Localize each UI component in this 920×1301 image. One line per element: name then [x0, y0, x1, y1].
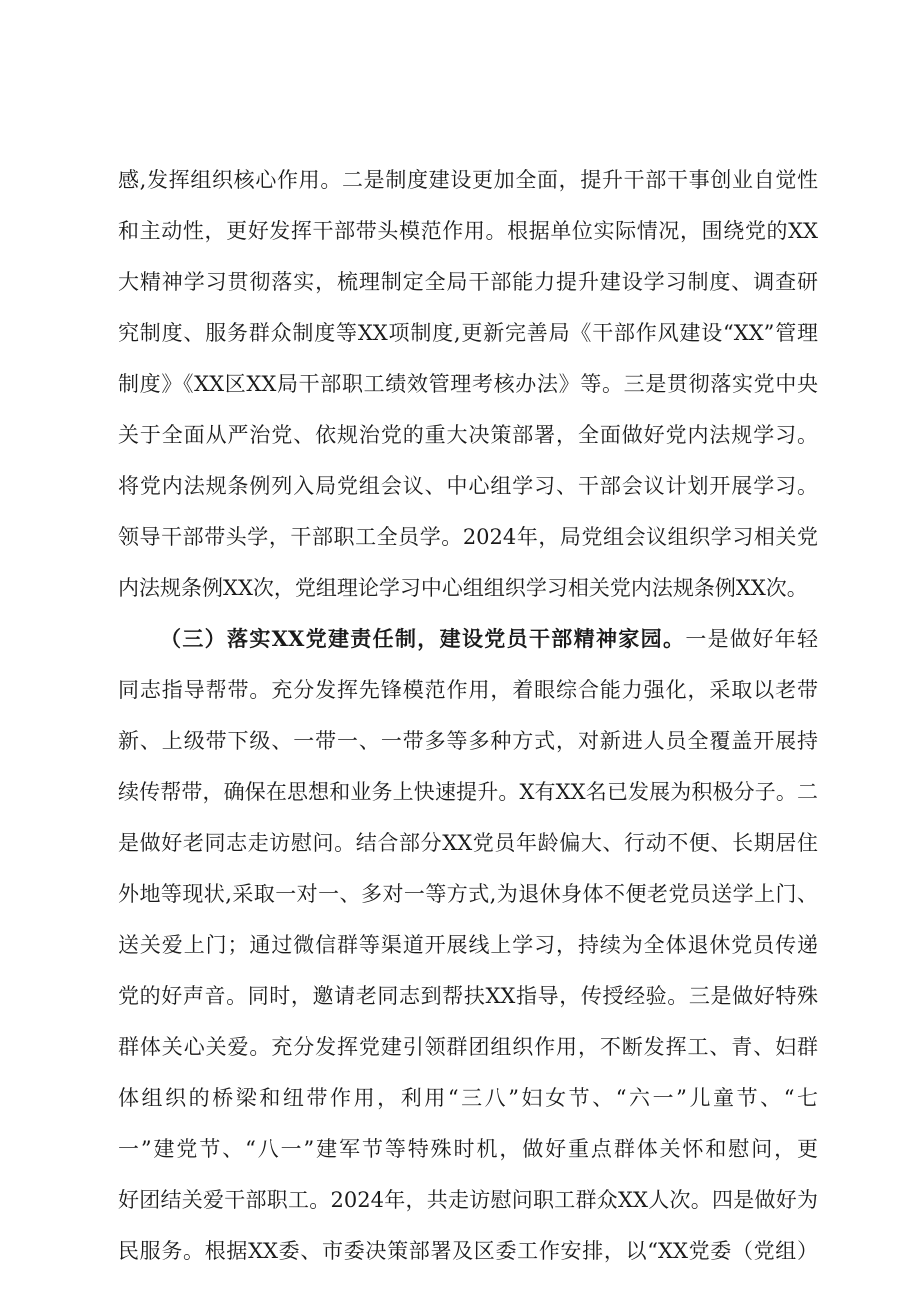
paragraph-line: 民服务。根据XX委、市委决策部署及区委工作安排，以“XX党委（党组）: [118, 1239, 818, 1263]
paragraph-line: 新、上级带下级、一带一、一带多等多种方式，对新进人员全覆盖开展持: [118, 729, 818, 753]
paragraph-line: 送关爱上门；通过微信群等渠道开展线上学习，持续为全体退休党员传递: [118, 933, 818, 957]
paragraph-line: 续传帮带，确保在思想和业务上快速提升。X有XX名已发展为积极分子。二: [118, 780, 818, 804]
paragraph-line: 是做好老同志走访慰问。结合部分XX党员年龄偏大、行动不便、长期居住: [118, 831, 818, 855]
paragraph-line: 内法规条例XX次，党组理论学习中心组组织学习相关党内法规条例XX次。: [118, 576, 808, 600]
section-heading-line: [160, 619, 818, 659]
paragraph-line: 外地等现状,采取一对一、多对一等方式,为退休身体不便老党员送学上门、: [118, 882, 818, 906]
paragraph-line: 群体关心关爱。充分发挥党建引领群团组织作用，不断发挥工、青、妇群: [118, 1035, 818, 1059]
paragraph-line: 究制度、服务群众制度等XX项制度,更新完善局《干部作风建设“XX”管理: [118, 321, 818, 345]
section-heading-continuation: 一是做好年轻: [685, 627, 818, 651]
paragraph-line: 体组织的桥梁和纽带作用，利用“三八”妇女节、“六一”儿童节、“七: [118, 1086, 818, 1110]
paragraph-line: 党的好声音。同时，邀请老同志到帮扶XX指导，传授经验。三是做好特殊: [118, 984, 818, 1008]
paragraph-line: 好团结关爱干部职工。2024年，共走访慰问职工群众XX人次。四是做好为: [118, 1188, 818, 1212]
paragraph-line: 将党内法规条例列入局党组会议、中心组学习、干部会议计划开展学习。: [118, 474, 818, 498]
paragraph-line: 同志指导帮带。充分发挥先锋模范作用，着眼综合能力强化，采取以老带: [118, 678, 818, 702]
paragraph-line: 感,发挥组织核心作用。二是制度建设更加全面，提升干部干事创业自觉性: [118, 168, 818, 192]
paragraph-line: 和主动性，更好发挥干部带头模范作用。根据单位实际情况，围绕党的XX: [118, 219, 818, 243]
paragraph-line: 关于全面从严治党、依规治党的重大决策部署，全面做好党内法规学习。: [118, 423, 818, 447]
paragraph-line: 大精神学习贯彻落实，梳理制定全局干部能力提升建设学习制度、调查研: [118, 270, 818, 294]
paragraph-line: 领导干部带头学，干部职工全员学。2024年，局党组会议组织学习相关党: [118, 525, 818, 549]
paragraph-line: 制度》《XX区XX局干部职工绩效管理考核办法》等。三是贯彻落实党中央: [118, 372, 818, 396]
section-heading: （三）落实XX党建责任制，建设党员干部精神家园。: [160, 626, 686, 651]
paragraph-line: 一”建党节、“八一”建军节等特殊时机，做好重点群体关怀和慰问，更: [118, 1137, 818, 1161]
